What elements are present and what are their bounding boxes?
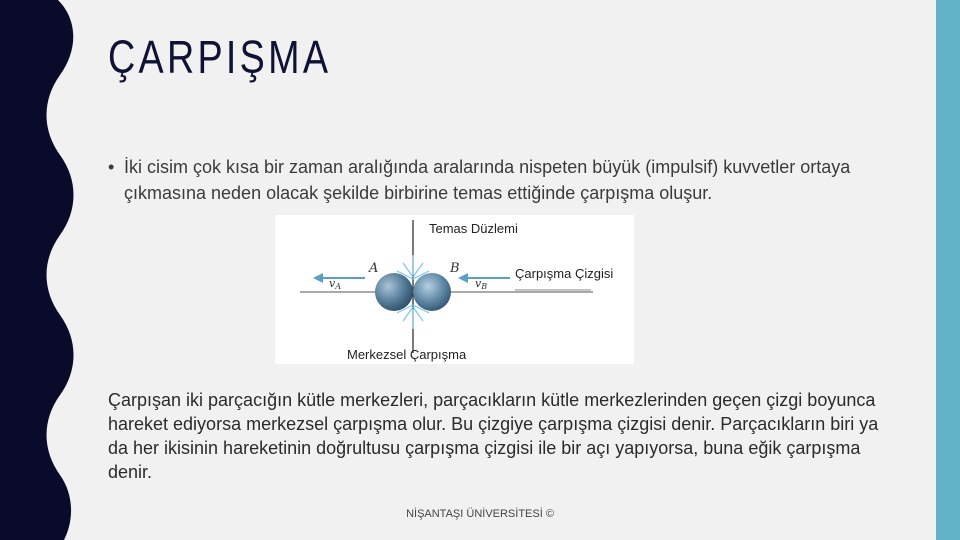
decorative-wave-band [0, 0, 80, 540]
particle-a [375, 273, 413, 311]
slide-title: ÇARPIŞMA [108, 31, 332, 83]
footer [0, 508, 960, 520]
central-impact-figure [275, 215, 634, 364]
bullet-item [108, 154, 908, 206]
body-paragraph: Çarpışan iki parçacığın kütle merkezleri, parçacıkların kütle merkezlerinden geçen çizgi boyunca hareket ediyorsa merkezsel çarpışma olur. Bu çizgiye çarpışma çizgisi denir. Parçacıkların biri ya da her ikisinin hareketinin doğrultusu çarpışma çizgisi ile bir açı yapıyorsa, buna eğik çarpışma denir. [108, 390, 879, 482]
label-velocity-b: vB [475, 277, 488, 291]
label-caption: Merkezsel Çarpışma [347, 347, 467, 362]
label-line-of-impact: Çarpışma Çizgisi [515, 266, 614, 281]
label-contact-plane: Temas Düzlemi [429, 221, 518, 236]
label-a: A [369, 261, 379, 276]
velocity-arrowhead-a [313, 273, 323, 283]
particle-b [413, 273, 451, 311]
bullet-marker: • [108, 157, 115, 177]
label-b: B [450, 261, 460, 276]
label-velocity-a: vA [329, 277, 341, 291]
accent-side-bar [936, 0, 960, 540]
bullet-text: İki cisim çok kısa bir zaman aralığında aralarında nispeten büyük (impulsif) kuvvetler ortaya çıkmasına neden olacak şekilde birbirine temas ettiğinde çarpışma oluşur. [124, 157, 851, 203]
central-impact-diagram [275, 215, 634, 364]
footer-text: NİŞANTAŞI ÜNİVERSİTESİ © [406, 508, 554, 520]
